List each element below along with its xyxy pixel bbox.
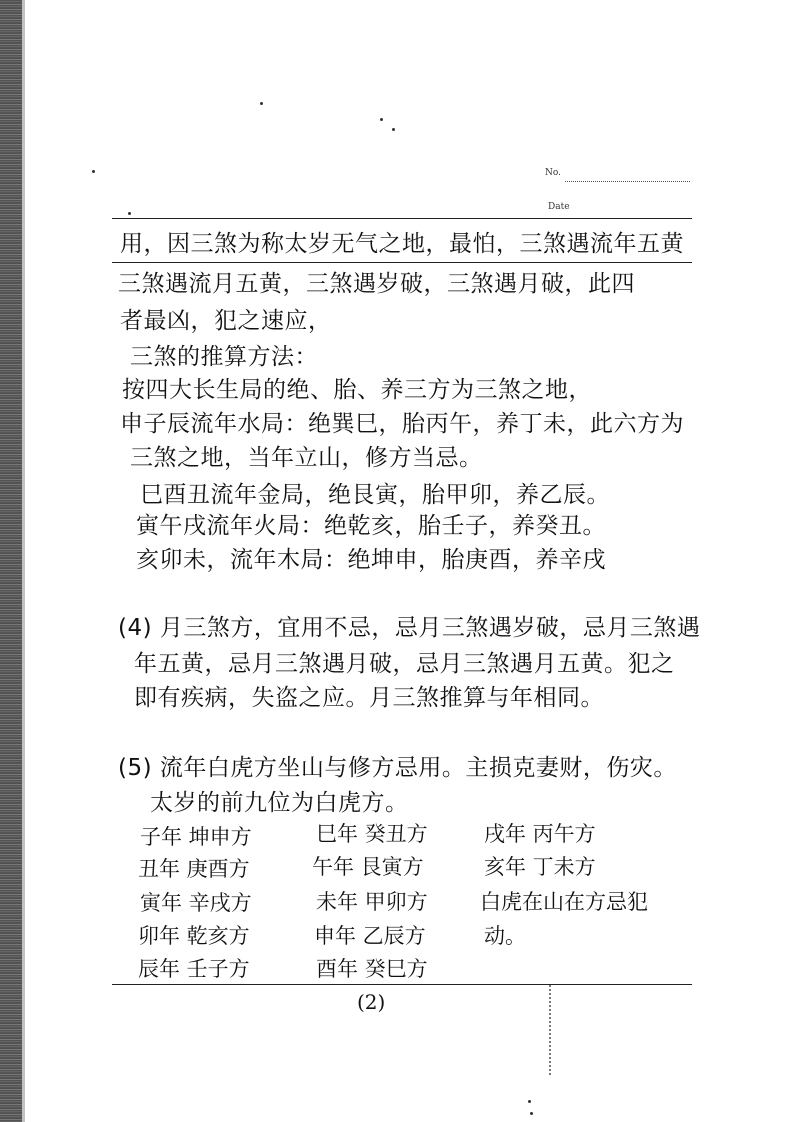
scan-speck [380,118,383,121]
date-label: Date [548,202,570,212]
scan-speck [128,212,131,215]
second-rule [112,262,692,263]
tiger-c1-r5: 辰年 壬子方 [138,957,250,981]
tiger-c2-r1: 巳年 癸丑方 [316,822,428,846]
text-line-2: 三煞遇流月五黄，三煞遇岁破，三煞遇月破，此四 [118,271,635,297]
tiger-c1-r3: 寅年 辛戌方 [140,891,252,915]
binding-shadow [22,0,25,1122]
text-line-4: 三煞的推算方法： [130,344,318,370]
tiger-c1-r4: 卯年 乾亥方 [138,924,250,948]
margin-guide [549,985,551,1075]
tiger-c2-r4: 申年 乙辰方 [314,924,426,948]
text-line-8: 巳酉丑流年金局，绝艮寅，胎甲卯，养乙辰。 [140,482,610,508]
scan-speck [92,170,95,173]
scan-speck [528,1100,531,1103]
tiger-c3-r3: 白虎在山在方忌犯 [480,890,648,914]
bottom-rule [112,984,692,985]
text-line-14: (5) 流年白虎方坐山与修方忌用。主损克妻财，伤灾。 [118,755,677,781]
text-line-7: 三煞之地，当年立山，修方当忌。 [130,445,483,471]
tiger-c1-r2: 丑年 庚酉方 [138,857,250,881]
tiger-c3-r2: 亥年 丁未方 [484,855,596,879]
tiger-c1-r1: 子年 坤申方 [140,825,252,849]
text-line-5: 按四大长生局的绝、胎、养三方为三煞之地， [122,377,592,403]
tiger-c3-r4: 动。 [484,924,526,948]
page-number: (2) [357,990,386,1014]
no-underline [565,181,690,182]
text-line-10: 亥卯未，流年木局：绝坤申，胎庚酉，养辛戌 [136,547,606,573]
top-rule [112,218,692,219]
tiger-c2-r2: 午年 艮寅方 [312,855,424,879]
scan-speck [260,102,263,105]
text-line-15: 太岁的前九位为白虎方。 [150,790,409,816]
tiger-c2-r3: 未年 甲卯方 [316,890,428,914]
tiger-c3-r1: 戌年 丙午方 [484,822,596,846]
scan-speck [530,1112,533,1115]
no-label: No. [545,168,561,178]
book-binding-edge [0,0,22,1122]
tiger-c2-r5: 酉年 癸巳方 [316,957,428,981]
text-line-3: 者最凶，犯之速应， [120,308,332,334]
text-line-12: 年五黄，忌月三煞遇月破，忌月三煞遇月五黄。犯之 [134,651,675,677]
text-line-6: 申子辰流年水局：绝巽巳，胎丙午，养丁未，此六方为 [120,411,684,437]
text-line-11: (4) 月三煞方，宜用不忌，忌月三煞遇岁破，忌月三煞遇 [118,615,701,641]
text-line-1: 用，因三煞为称太岁无气之地，最怕，三煞遇流年五黄 [120,231,684,257]
scan-speck [392,128,395,131]
text-line-9: 寅午戌流年火局：绝乾亥，胎壬子，养癸丑。 [136,513,606,539]
text-line-13: 即有疾病，失盗之应。月三煞推算与年相同。 [134,685,604,711]
